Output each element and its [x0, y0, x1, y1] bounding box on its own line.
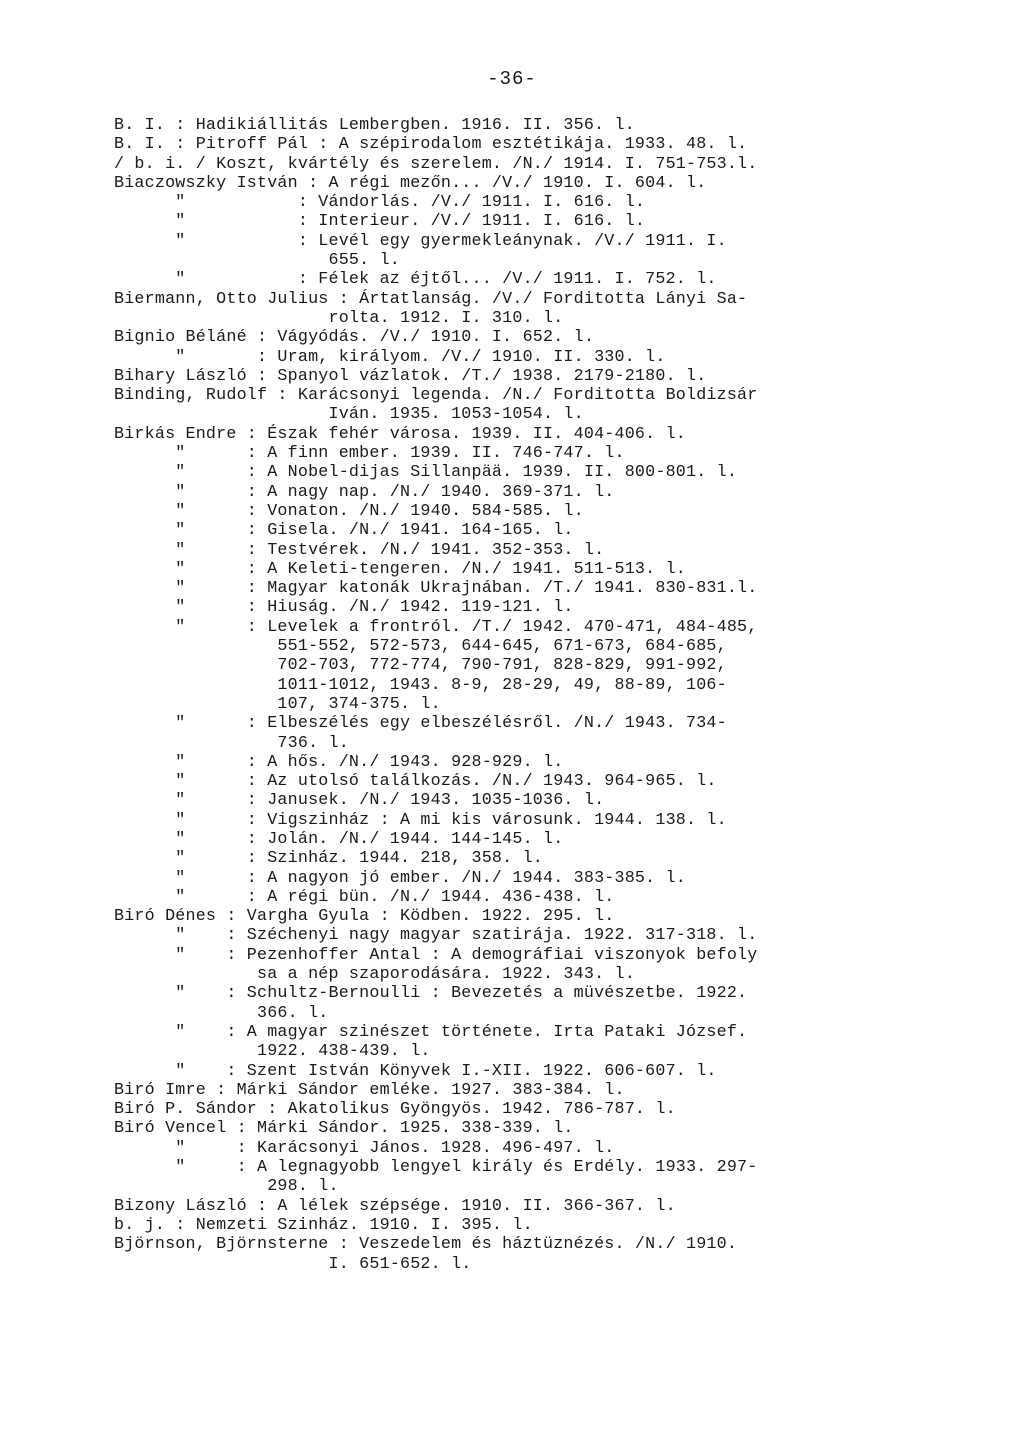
entry-line: " : Levelek a frontról. /T./ 1942. 470-471, 484-485, — [114, 617, 758, 637]
entry-line: " : A legnagyobb lengyel király és Erdély. 1933. 297- — [114, 1158, 758, 1178]
entry-line: " : A finn ember. 1939. II. 746-747. l. — [114, 444, 625, 464]
entry-line: Bizony László : A lélek szépsége. 1910. II. 366-367. l. — [114, 1196, 676, 1216]
entry-line: " : Vonaton. /N./ 1940. 584-585. l. — [114, 501, 584, 521]
entry-line: Birkás Endre : Észak fehér városa. 1939. II. 404-406. l. — [114, 424, 686, 444]
entry-line: 107, 374-375. l. — [114, 694, 441, 714]
entry-line: Bihary László : Spanyol vázlatok. /T./ 1938. 2179-2180. l. — [114, 366, 707, 386]
entry-line: 366. l. — [114, 1003, 329, 1023]
entry-line: Björnson, Björnsterne : Veszedelem és háztüznézés. /N./ 1910. — [114, 1235, 738, 1255]
entry-line: 551-552, 572-573, 644-645, 671-673, 684-685, — [114, 637, 727, 657]
entry-line: " : Elbeszélés egy elbeszélésről. /N./ 1943. 734- — [114, 714, 727, 734]
entry-line: " : Interieur. /V./ 1911. I. 616. l. — [114, 212, 646, 232]
bibliography-entries — [114, 116, 974, 1274]
entry-line: " : Szinház. 1944. 218, 358. l. — [114, 849, 543, 869]
entry-line: Biró Dénes : Vargha Gyula : Ködben. 1922. 295. l. — [114, 907, 615, 927]
entry-line: Biaczowszky István : A régi mezőn... /V./ 1910. I. 604. l. — [114, 173, 707, 193]
entry-line: / b. i. / Koszt, kvártély és szerelem. /N./ 1914. I. 751-753.l. — [114, 154, 758, 174]
entry-line: " : Vándorlás. /V./ 1911. I. 616. l. — [114, 193, 646, 213]
entry-line: B. I. : Pitroff Pál : A szépirodalom esztétikája. 1933. 48. l. — [114, 135, 748, 155]
entry-line: sa a nép szaporodására. 1922. 343. l. — [114, 965, 635, 985]
entry-line: " : Vigszinház : A mi kis városunk. 1944. 138. l. — [114, 810, 727, 830]
entry-line: 1011-1012, 1943. 8-9, 28-29, 49, 88-89, 106- — [114, 675, 727, 695]
entry-line: Biró Vencel : Márki Sándor. 1925. 338-339. l. — [114, 1119, 574, 1139]
entry-line: " : A hős. /N./ 1943. 928-929. l. — [114, 752, 564, 772]
entry-line: " : Félek az éjtől... /V./ 1911. I. 752. l. — [114, 270, 717, 290]
entry-line: " : Hiuság. /N./ 1942. 119-121. l. — [114, 598, 574, 618]
entry-line: " : A nagy nap. /N./ 1940. 369-371. l. — [114, 482, 615, 502]
entry-line: Biermann, Otto Julius : Ártatlanság. /V./ Forditotta Lányi Sa- — [114, 289, 748, 309]
entry-line: " : Testvérek. /N./ 1941. 352-353. l. — [114, 540, 605, 560]
entry-line: " : Uram, királyom. /V./ 1910. II. 330. l. — [114, 347, 666, 367]
entry-line: B. I. : Hadikiállitás Lembergben. 1916. II. 356. l. — [114, 116, 635, 135]
entry-line: 1922. 438-439. l. — [114, 1042, 431, 1062]
entry-line: Binding, Rudolf : Karácsonyi legenda. /N./ Forditotta Boldizsár — [114, 386, 758, 406]
entry-line: 298. l. — [114, 1177, 339, 1197]
entry-line: " : Gisela. /N./ 1941. 164-165. l. — [114, 521, 574, 541]
entry-line: " : A magyar szinészet története. Irta Pataki József. — [114, 1022, 748, 1042]
entry-line: " : Magyar katonák Ukrajnában. /T./ 1941. 830-831.l. — [114, 579, 758, 599]
entry-line: " : A Nobel-dijas Sillanpää. 1939. II. 800-801. l. — [114, 463, 738, 483]
entry-line: " : Levél egy gyermekleánynak. /V./ 1911. I. — [114, 231, 727, 251]
entry-line: Biró P. Sándor : Akatolikus Gyöngyös. 1942. 786-787. l. — [114, 1100, 676, 1120]
entry-line: rolta. 1912. I. 310. l. — [114, 308, 564, 328]
entry-line: b. j. : Nemzeti Szinház. 1910. I. 395. l. — [114, 1215, 533, 1235]
entry-line: " : Karácsonyi János. 1928. 496-497. l. — [114, 1138, 615, 1158]
page-number: -36- — [487, 68, 537, 90]
entry-line: Iván. 1935. 1053-1054. l. — [114, 405, 584, 425]
entry-line: Bignio Béláné : Vágyódás. /V./ 1910. I. 652. l. — [114, 328, 595, 348]
entry-line: " : Schultz-Bernoulli : Bevezetés a müvészetbe. 1922. — [114, 984, 748, 1004]
entry-line: " : Pezenhoffer Antal : A demográfiai viszonyok befoly — [114, 945, 758, 965]
entry-line: " : Jolán. /N./ 1944. 144-145. l. — [114, 829, 564, 849]
entry-line: 702-703, 772-774, 790-791, 828-829, 991-992, — [114, 656, 727, 676]
entry-line: " : Szent István Könyvek I.-XII. 1922. 606-607. l. — [114, 1061, 717, 1081]
entry-line: " : A régi bün. /N./ 1944. 436-438. l. — [114, 887, 615, 907]
entry-line: Biró Imre : Márki Sándor emléke. 1927. 383-384. l. — [114, 1080, 625, 1100]
entry-line: " : Az utolsó találkozás. /N./ 1943. 964-965. l. — [114, 772, 717, 792]
entry-line: " : A Keleti-tengeren. /N./ 1941. 511-513. l. — [114, 559, 686, 579]
entry-line: 736. l. — [114, 733, 349, 753]
entry-line: I. 651-652. l. — [114, 1254, 472, 1274]
entry-line: " : A nagyon jó ember. /N./ 1944. 383-385. l. — [114, 868, 686, 888]
entry-line: " : Janusek. /N./ 1943. 1035-1036. l. — [114, 791, 605, 811]
entry-line: " : Széchenyi nagy magyar szatirája. 1922. 317-318. l. — [114, 926, 758, 946]
entry-line: 655. l. — [114, 251, 400, 271]
